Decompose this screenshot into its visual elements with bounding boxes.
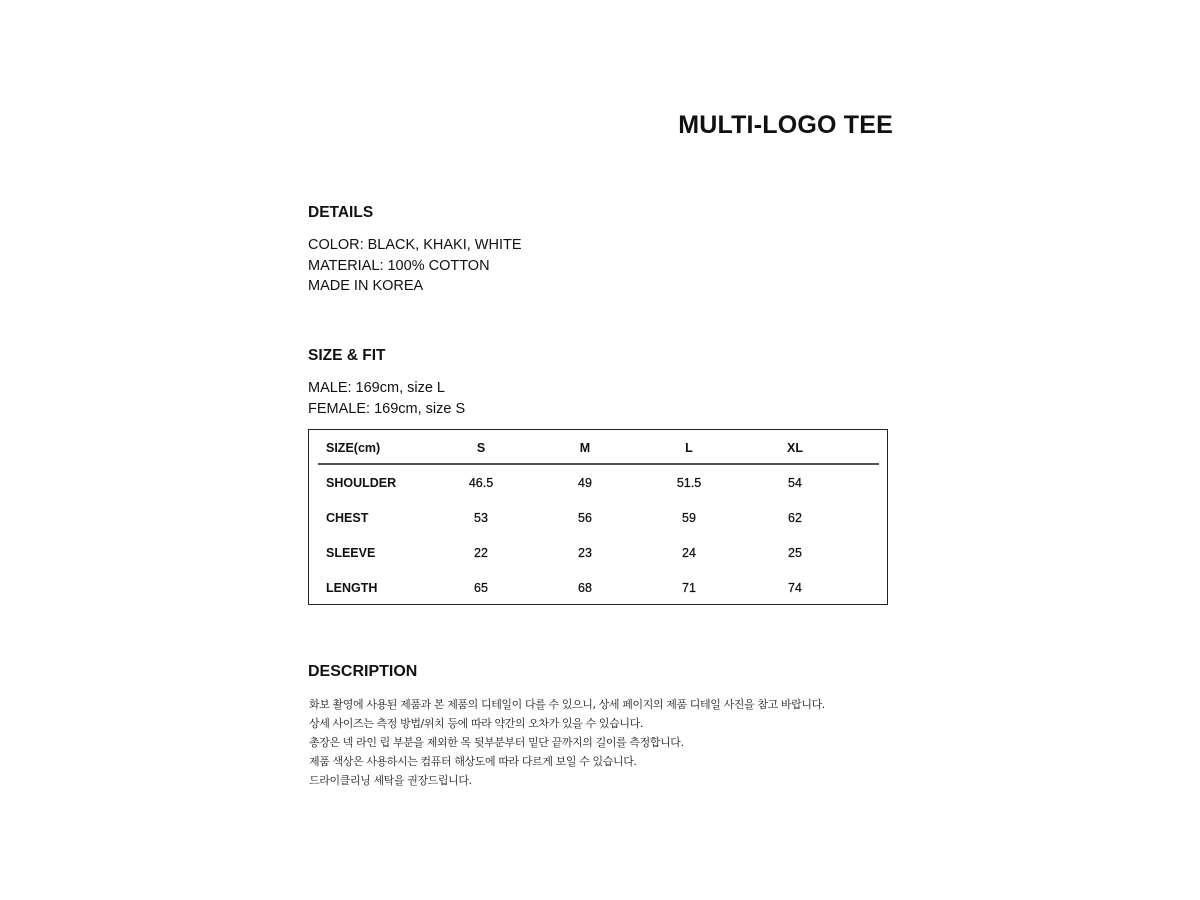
details-list (308, 235, 522, 297)
cell-value: 54 (788, 476, 802, 490)
cell-value: 56 (578, 511, 592, 525)
cell-value: 49 (578, 476, 592, 490)
cell-value: 53 (474, 511, 488, 525)
description-line: 드라이클리닝 세탁을 권장드립니다. (309, 774, 472, 787)
cell-value: 25 (788, 546, 802, 560)
cell-value: 22 (474, 546, 488, 560)
description-line: 총장은 넥 라인 립 부분을 제외한 목 뒷부분부터 밑단 끝까지의 길이를 측정합니다. (309, 736, 684, 749)
cell-value: 51.5 (676, 476, 702, 490)
cell-value: 74 (788, 581, 802, 595)
cell-value: 65 (474, 581, 488, 595)
cell-value: 68 (578, 581, 592, 595)
row-label: CHEST (326, 511, 369, 525)
detail-origin: MADE IN KOREA (308, 278, 424, 294)
detail-material: MATERIAL: 100% COTTON (308, 257, 490, 274)
description-list (309, 695, 825, 790)
description-line: 상세 사이즈는 측정 방법/위치 등에 따라 약간의 오차가 있을 수 있습니다. (309, 717, 643, 730)
row-label: LENGTH (326, 581, 378, 595)
column-header-l: L (685, 441, 693, 455)
cell-value: 62 (788, 511, 802, 525)
column-header-xl: XL (787, 441, 803, 455)
table-header-divider (318, 463, 879, 465)
cell-value: 59 (682, 511, 696, 525)
cell-value: 71 (682, 581, 696, 595)
cell-value: 46.5 (468, 476, 494, 490)
table-corner-label: SIZE(cm) (326, 441, 381, 455)
model-fit-list (308, 378, 465, 419)
description-line: 제품 색상은 사용하시는 컴퓨터 해상도에 따라 다르게 보일 수 있습니다. (309, 755, 637, 768)
description-heading: DESCRIPTION (308, 663, 418, 680)
size-fit-heading: SIZE & FIT (308, 347, 386, 364)
cell-value: 24 (682, 546, 696, 560)
model-fit-male: MALE: 169cm, size L (308, 380, 445, 396)
detail-color: COLOR: BLACK, KHAKI, WHITE (308, 237, 522, 253)
column-header-s: S (476, 441, 486, 455)
row-label: SHOULDER (326, 476, 397, 490)
cell-value: 23 (578, 546, 592, 560)
details-heading: DETAILS (308, 204, 374, 221)
description-line: 화보 촬영에 사용된 제품과 본 제품의 디테일이 다를 수 있으니, 상세 페이지의 제품 디테일 사진을 참고 바랍니다. (309, 698, 825, 711)
column-header-m: M (579, 441, 591, 455)
product-title: MULTI-LOGO TEE (678, 111, 893, 139)
row-label: SLEEVE (326, 546, 376, 560)
model-fit-female: FEMALE: 169cm, size S (308, 400, 466, 417)
size-chart-table (308, 429, 888, 605)
